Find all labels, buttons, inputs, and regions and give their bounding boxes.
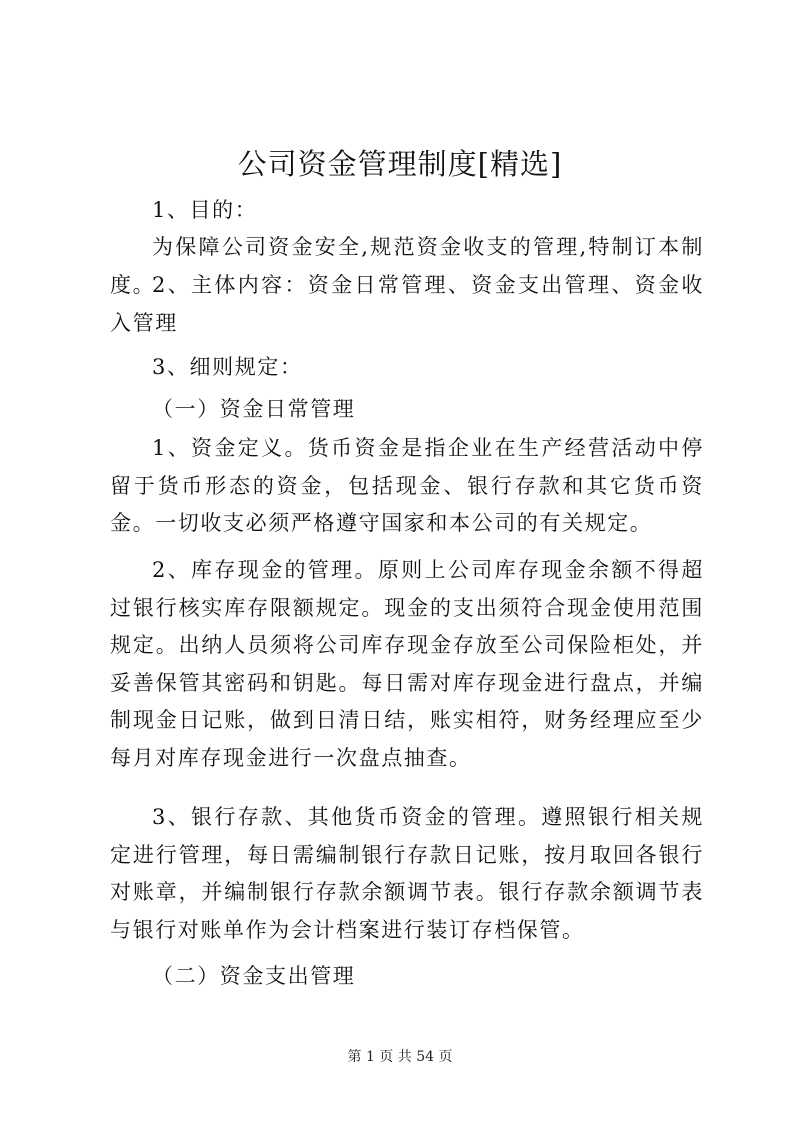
paragraph-cash-management: 2、库存现金的管理。原则上公司库存现金余额不得超过银行核实库存限额规定。现金的支出须符合现金使用范围规定。出纳人员须将公司库存现金存放至公司保险柜处，并妥善保管其密码和钥匙。每日需对库存现金进行盘点，并编制现金日记账，做到日清日结，账实相符，财务经理应至少每月对库存现金进行一次盘点抽查。 (110, 558, 704, 770)
paragraph-purpose-heading: 1、目的： (152, 198, 258, 222)
section-heading-daily-management: （一）资金日常管理 (152, 397, 356, 421)
paragraph-bank-deposit-management: 3、银行存款、其他货币资金的管理。遵照银行相关规定进行管理，每日需编制银行存款日记账，按月取回各银行对账章，并编制银行存款余额调节表。银行存款余额调节表与银行对账单作为会计档案进行装订存档保管。 (110, 805, 704, 942)
paragraph-purpose-text: 为保障公司资金安全,规范资金收支的管理,特制订本制度。 (110, 235, 704, 297)
section-heading-expenditure-management: （二）资金支出管理 (152, 964, 356, 988)
paragraph-rules-heading: 3、细则规定： (152, 355, 303, 379)
page-footer: 第 1 页 共 54 页 (347, 1049, 453, 1065)
paragraph-main-content: 2、主体内容：资金日常管理、资金支出管理、资金收入管理 (110, 273, 704, 335)
document-title: 公司资金管理制度[精选] (237, 147, 563, 181)
paragraph-fund-definition: 1、资金定义。货币资金是指企业在生产经营活动中停留于货币形态的资金，包括现金、银行存款和其它货币资金。一切收支必须严格遵守国家和本公司的有关规定。 (110, 436, 704, 535)
